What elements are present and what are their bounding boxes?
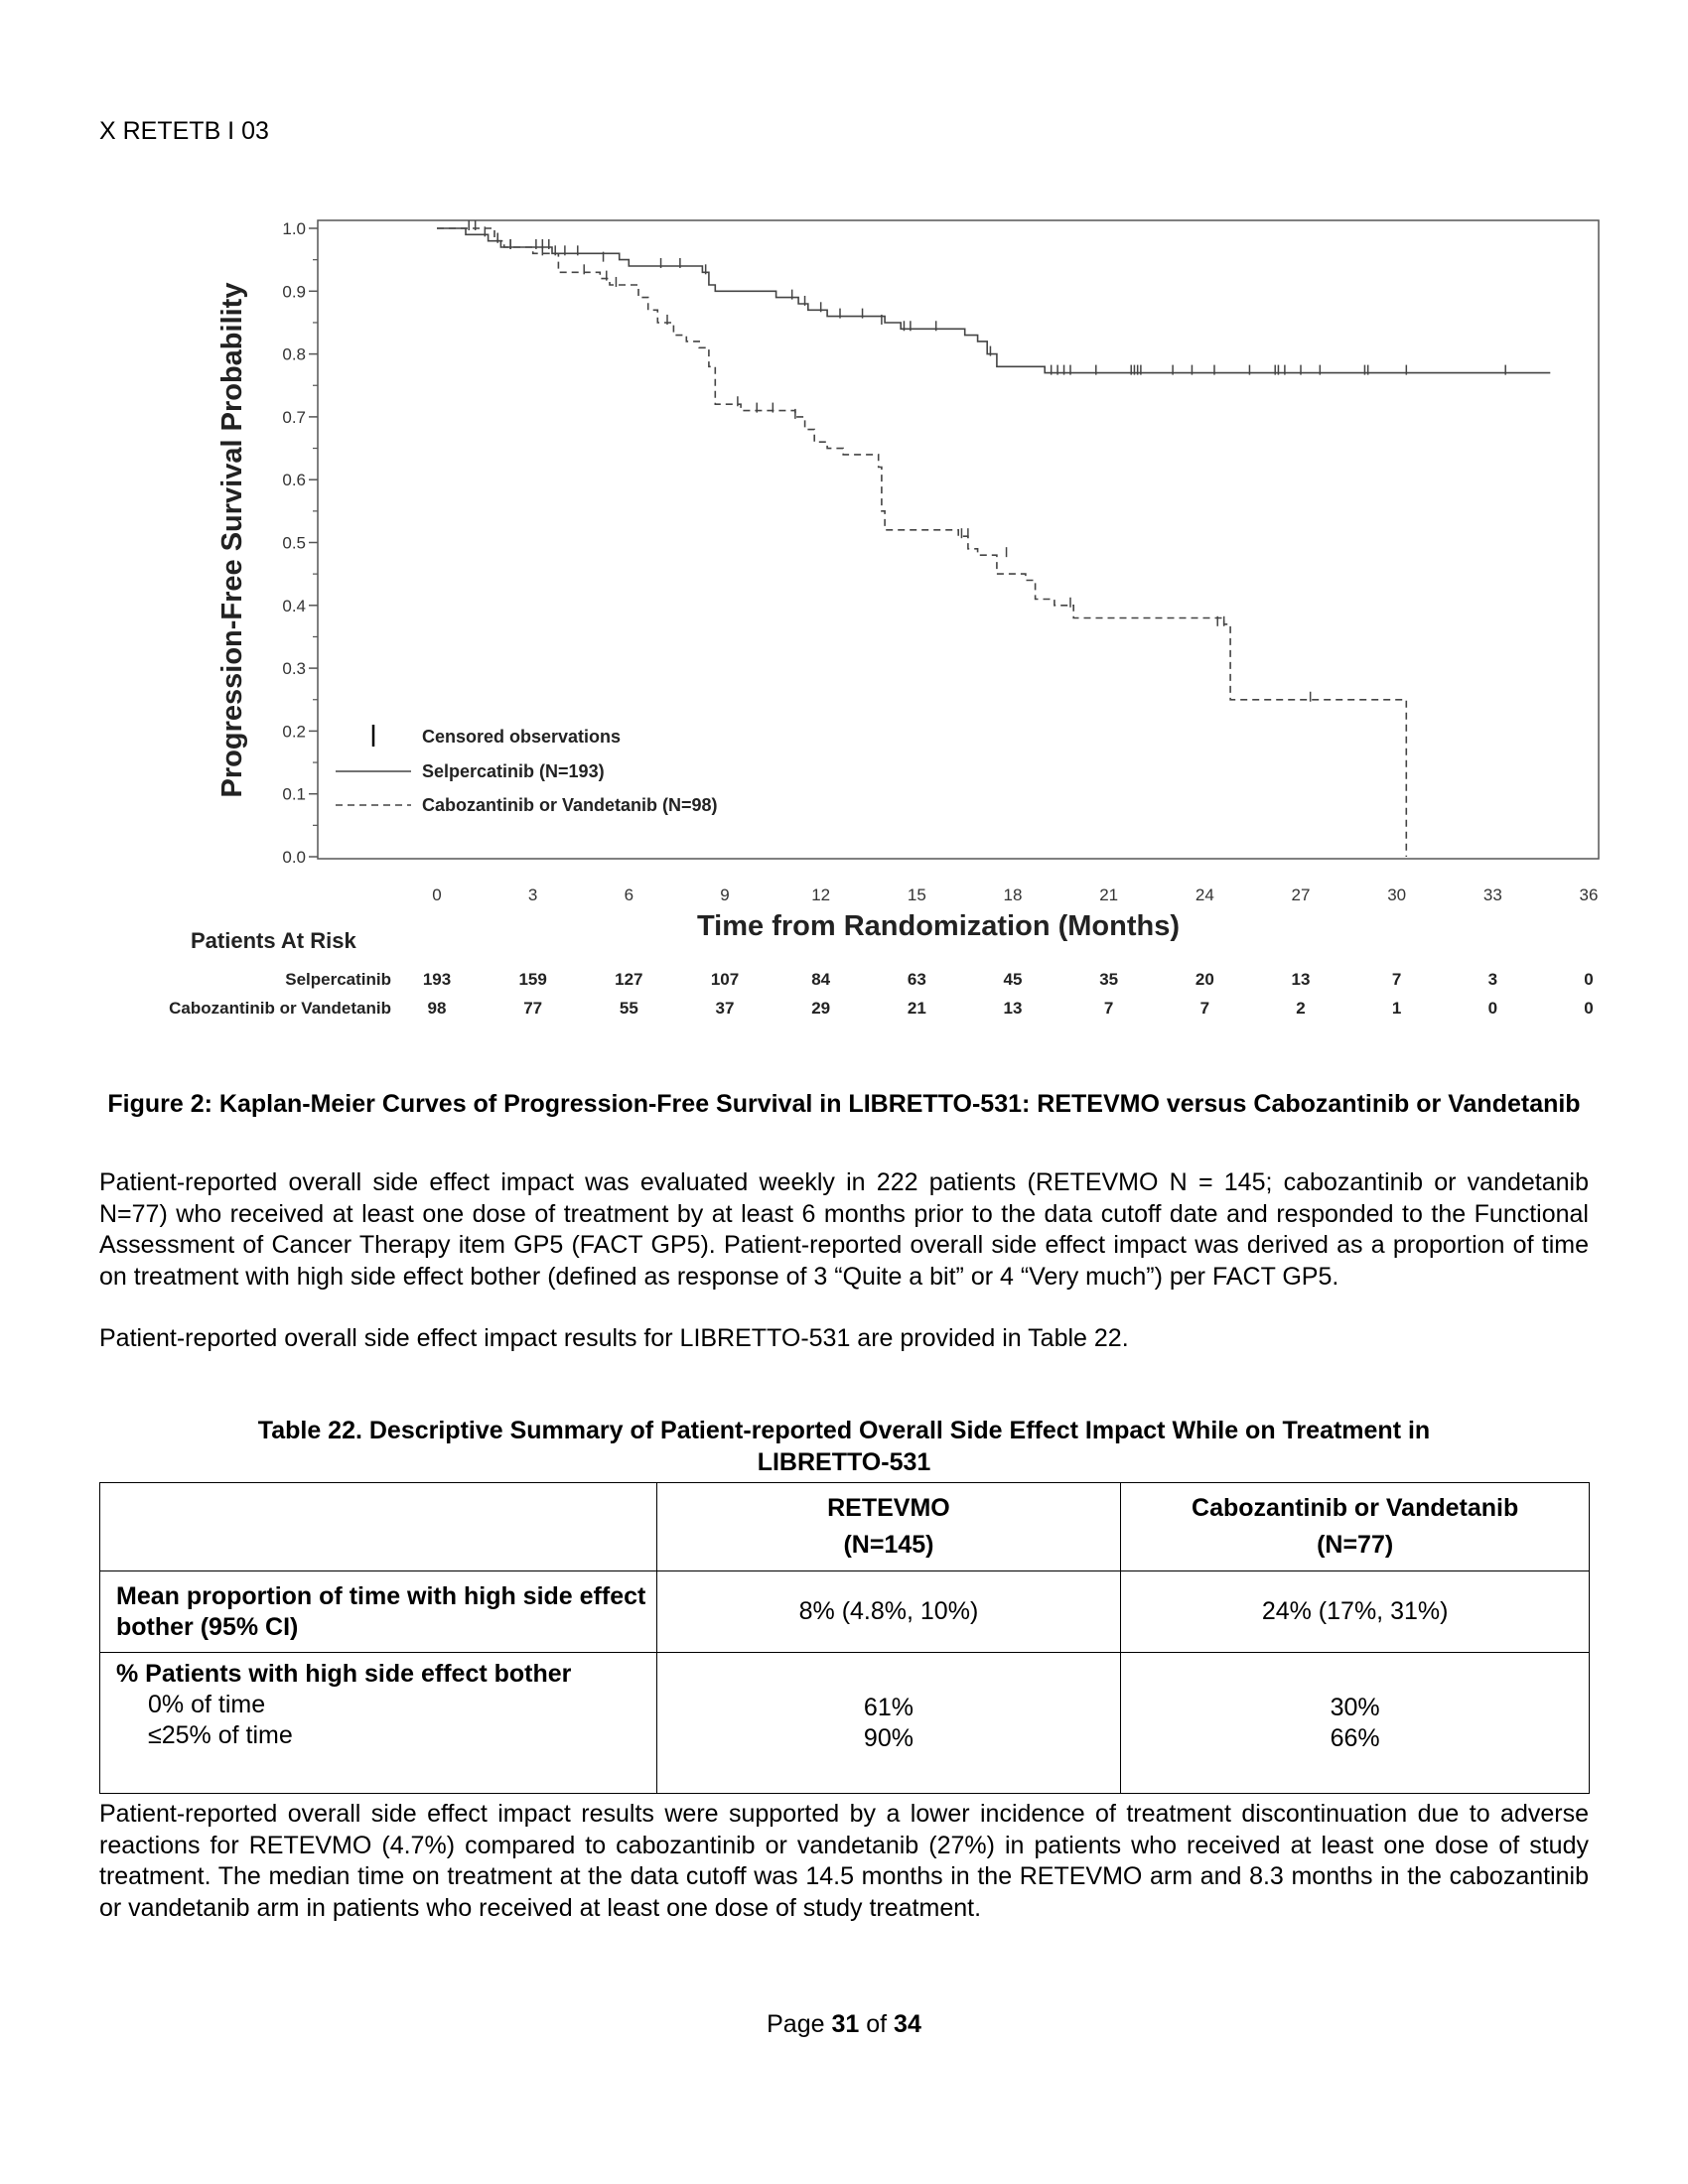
at-risk-count: 55 bbox=[619, 999, 638, 1018]
figure-caption: Figure 2: Kaplan-Meier Curves of Progression-Free Survival in LIBRETTO-531: RETEVMO versus Cabozantinib or Vandetanib bbox=[107, 1090, 1581, 1118]
row2-col1-b: 90% bbox=[863, 1723, 914, 1752]
y-tick-label: 0.4 bbox=[282, 596, 306, 615]
row2-sub1: 0% of time bbox=[148, 1691, 266, 1718]
x-tick-label: 27 bbox=[1291, 886, 1311, 904]
y-tick-label: 0.7 bbox=[282, 407, 306, 427]
footer-page: 31 bbox=[831, 2010, 860, 2038]
table-header-cabozantinib bbox=[1121, 1483, 1590, 1571]
chart-legend bbox=[336, 725, 718, 815]
paragraph-discontinuation: Patient-reported overall side effect impact results were supported by a lower incidence of treatment discontinuation due to adverse reactions for RETEVMO (4.7%) compared to cabozantinib or vandetanib (27%) in patients who received at least one dose of study treatment. The median time on treatment at the data cutoff was 14.5 months in the RETEVMO arm and 8.3 months in the cabozantinib or vandetanib arm in patients who received at least one dose of study treatment. bbox=[99, 1800, 1589, 1922]
y-tick-label: 0.3 bbox=[282, 659, 306, 679]
row2-sub2: ≤25% of time bbox=[148, 1721, 293, 1749]
col1-name: RETEVMO bbox=[827, 1494, 950, 1522]
y-tick-label: 0.5 bbox=[282, 533, 306, 553]
document-id: X RETETB I 03 bbox=[99, 117, 269, 145]
row2-label-cell bbox=[100, 1653, 657, 1794]
side-effect-table bbox=[99, 1482, 1590, 1794]
legend-entry-cabozantinib: Cabozantinib or Vandetanib (N=98) bbox=[422, 795, 718, 815]
at-risk-row-label: Cabozantinib or Vandetanib bbox=[169, 999, 391, 1018]
y-tick-label: 0.0 bbox=[282, 848, 306, 867]
paragraph-table-ref: Patient-reported overall side effect impact results for LIBRETTO-531 are provided in Table 22. bbox=[99, 1324, 1129, 1352]
legend-censored-label: Censored observations bbox=[422, 727, 622, 747]
at-risk-count: 84 bbox=[811, 970, 831, 989]
at-risk-count: 63 bbox=[907, 970, 926, 989]
col2-name: Cabozantinib or Vandetanib bbox=[1192, 1494, 1519, 1522]
x-tick-label: 12 bbox=[811, 886, 831, 904]
footer-of: of bbox=[866, 2010, 888, 2038]
x-tick-label: 18 bbox=[1003, 886, 1023, 904]
row2-label: % Patients with high side effect bother bbox=[116, 1660, 572, 1688]
at-risk-count: 0 bbox=[1487, 999, 1498, 1018]
footer-prefix: Page bbox=[767, 2010, 825, 2038]
at-risk-count: 77 bbox=[523, 999, 543, 1018]
table-row bbox=[100, 1653, 1590, 1794]
y-tick-label: 0.6 bbox=[282, 471, 306, 490]
at-risk-count: 20 bbox=[1195, 970, 1214, 989]
x-tick-label: 3 bbox=[527, 886, 538, 904]
y-tick-label: 0.9 bbox=[282, 282, 306, 302]
x-axis-label: Time from Randomization (Months) bbox=[696, 910, 1181, 942]
at-risk-title: Patients At Risk bbox=[191, 928, 356, 953]
x-tick-label: 30 bbox=[1387, 886, 1407, 904]
y-axis-label: Progression-Free Survival Probability bbox=[216, 282, 248, 798]
row2-col2-b: 66% bbox=[1330, 1723, 1380, 1752]
table-header-row bbox=[100, 1483, 1590, 1571]
at-risk-count: 2 bbox=[1296, 999, 1306, 1018]
row2-col2 bbox=[1121, 1653, 1590, 1794]
at-risk-count: 37 bbox=[715, 999, 735, 1018]
at-risk-row-label: Selpercatinib bbox=[285, 970, 391, 989]
at-risk-count: 98 bbox=[427, 999, 447, 1018]
legend-entry-selpercatinib: Selpercatinib (N=193) bbox=[422, 761, 605, 781]
row1-col1: 8% (4.8%, 10%) bbox=[656, 1571, 1121, 1653]
at-risk-count: 3 bbox=[1487, 970, 1498, 989]
x-tick-label: 24 bbox=[1195, 886, 1214, 904]
at-risk-count: 7 bbox=[1103, 999, 1114, 1018]
at-risk-count: 29 bbox=[811, 999, 831, 1018]
at-risk-count: 193 bbox=[422, 970, 452, 989]
y-tick-label: 0.2 bbox=[282, 722, 306, 742]
footer-total: 34 bbox=[894, 2010, 921, 2038]
at-risk-count: 45 bbox=[1003, 970, 1023, 989]
x-tick-label: 9 bbox=[720, 886, 730, 904]
x-tick-label: 0 bbox=[432, 886, 442, 904]
at-risk-count: 0 bbox=[1584, 999, 1594, 1018]
at-risk-count: 13 bbox=[1291, 970, 1311, 989]
at-risk-count: 1 bbox=[1391, 999, 1402, 1018]
row2-col1 bbox=[656, 1653, 1121, 1794]
y-tick-label: 1.0 bbox=[282, 219, 306, 238]
col2-n: (N=77) bbox=[1317, 1531, 1394, 1559]
at-risk-count: 21 bbox=[907, 999, 926, 1018]
y-tick-label: 0.1 bbox=[282, 784, 306, 804]
at-risk-count: 107 bbox=[710, 970, 740, 989]
x-tick-label: 21 bbox=[1099, 886, 1119, 904]
x-tick-label: 36 bbox=[1579, 886, 1599, 904]
row1-label: Mean proportion of time with high side effect bother (95% CI) bbox=[100, 1571, 657, 1653]
row1-col2: 24% (17%, 31%) bbox=[1121, 1571, 1590, 1653]
paragraph-fact-gp5: Patient-reported overall side effect impact was evaluated weekly in 222 patients (RETEVMO N = 145; cabozantinib or vandetanib N=77) who received at least one dose of treatment by at least 6 months prior to the data cutoff date and responded to the Functional Assessment of Cancer Therapy item GP5 (FACT GP5). Patient-reported overall side effect impact was derived as a proportion of time on treatment with high side effect bother (defined as response of 3 “Quite a bit” or 4 “Very much”) per FACT GP5. bbox=[99, 1168, 1589, 1291]
table-header-empty bbox=[100, 1483, 657, 1571]
x-tick-label: 33 bbox=[1482, 886, 1502, 904]
at-risk-count: 35 bbox=[1099, 970, 1119, 989]
series-curve-0 bbox=[437, 228, 1550, 373]
at-risk-count: 7 bbox=[1199, 999, 1210, 1018]
row2-col1-a: 61% bbox=[863, 1693, 914, 1721]
x-tick-label: 15 bbox=[907, 886, 926, 904]
col1-n: (N=145) bbox=[843, 1531, 934, 1559]
table-header-retevmo bbox=[656, 1483, 1121, 1571]
row2-col2-a: 30% bbox=[1330, 1693, 1380, 1721]
chart-axes bbox=[216, 219, 1599, 942]
at-risk-count: 7 bbox=[1391, 970, 1402, 989]
kaplan-meier-chart bbox=[0, 0, 1688, 1032]
at-risk-count: 0 bbox=[1584, 970, 1594, 989]
table-caption: Table 22. Descriptive Summary of Patient-reported Overall Side Effect Impact While on Treatment in LIBRETTO-531 bbox=[257, 1417, 1431, 1476]
page-footer bbox=[0, 2010, 1688, 2039]
x-tick-label: 6 bbox=[624, 886, 634, 904]
at-risk-count: 127 bbox=[615, 970, 643, 989]
at-risk-count: 13 bbox=[1003, 999, 1023, 1018]
at-risk-count: 159 bbox=[518, 970, 547, 989]
table-row bbox=[100, 1571, 1590, 1653]
y-tick-label: 0.8 bbox=[282, 344, 306, 364]
